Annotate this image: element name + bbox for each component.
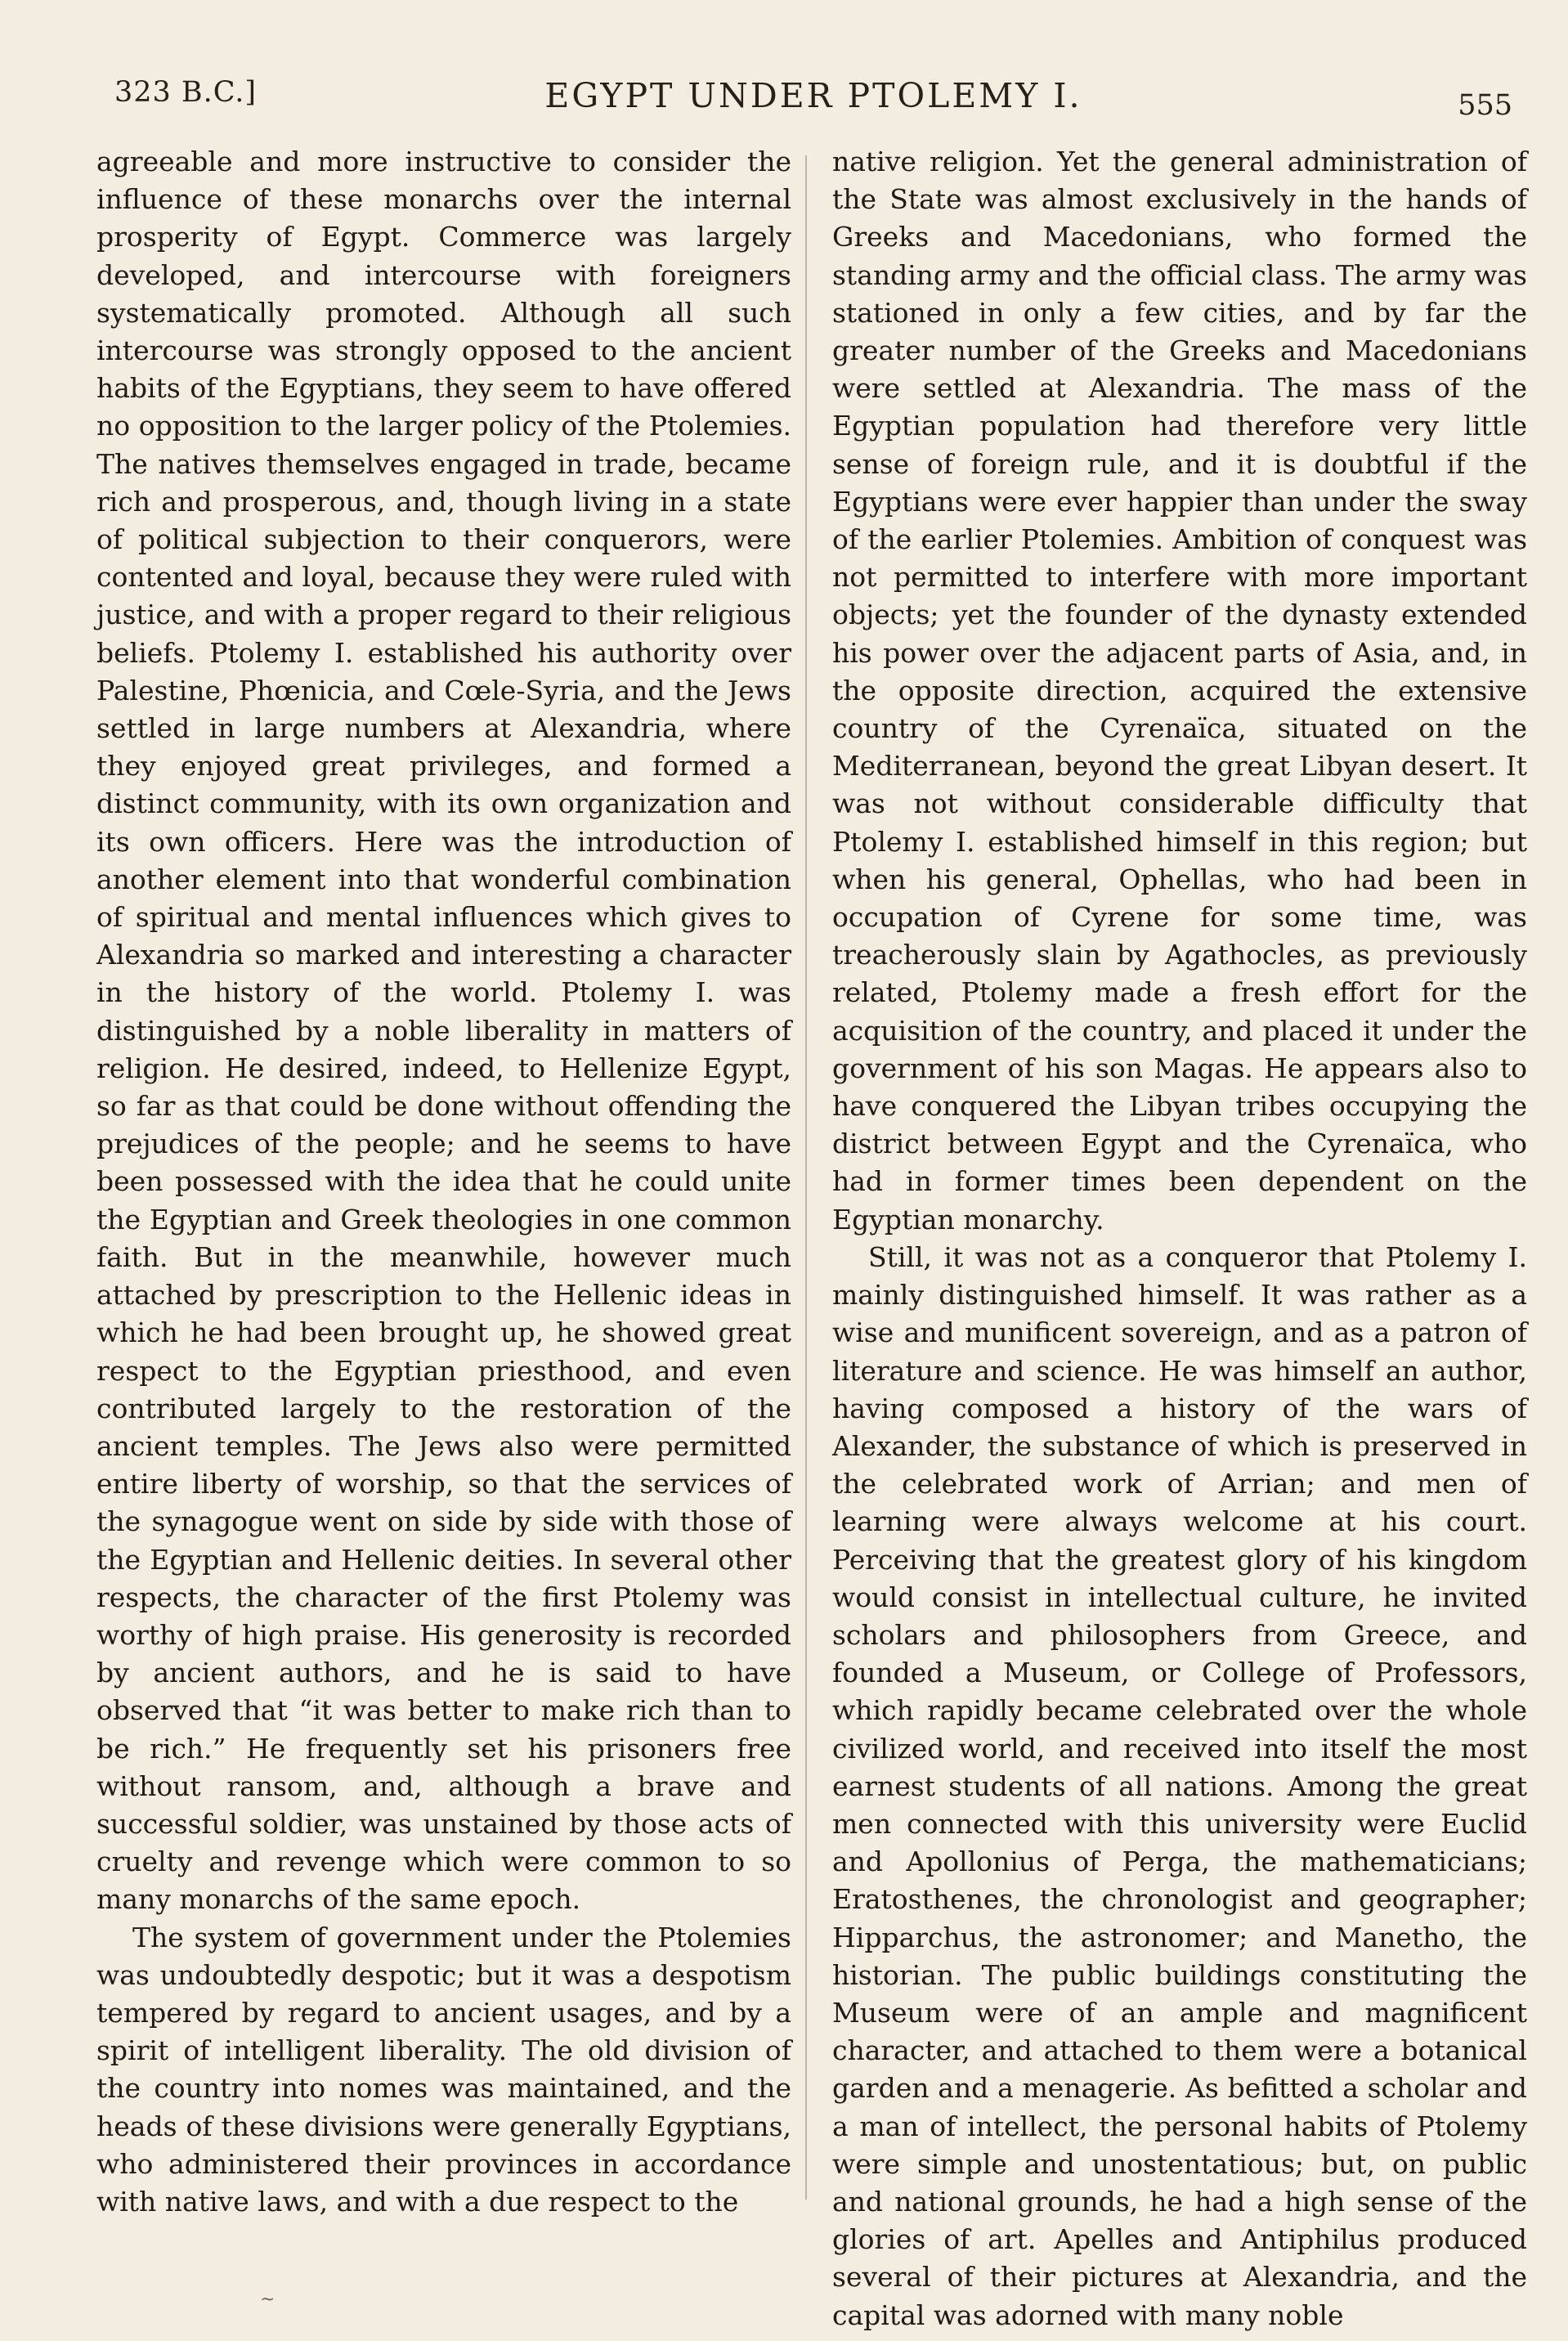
running-header bbox=[114, 70, 1512, 135]
paragraph: Still, it was not as a conqueror that Ptolemy I. mainly distinguished himself. It was rather as a wise and munificent sovereign, and as a patron of literature and science. He was himself an author, having composed a history of the wars of Alexander, the substance of which is preserved in the celebrated work of Arrian; and men of learning were always welcome at his court. Perceiving that the greatest glory of his kingdom would consist in intellectual culture, he invited scholars and philosophers from Greece, and founded a Museum, or College of Professors, which rapidly became celebrated over the whole civilized world, and received into itself the most earnest students of all nations. Among the great men connected with this university were Euclid and Apollonius of Perga, the mathematicians; Eratosthenes, the chronologist and geographer; Hipparchus, the astronomer; and Manetho, the historian. The public buildings constituting the Museum were of an ample and magnificent character, and attached to them were a botanical garden and a menagerie. As befitted a scholar and a man of intellect, the personal habits of Ptolemy were simple and unostentatious; but, on public and national grounds, he had a high sense of the glories of art. Apelles and Antiphilus produced several of their pictures at Alexandria, and the capital was adorned with many noble bbox=[832, 1240, 1527, 2331]
page-number: 555 bbox=[1458, 89, 1512, 122]
column-divider bbox=[805, 155, 807, 2200]
paragraph: The system of government under the Ptolemies was undoubtedly despotic; but it was a despotism tempered by regard to ancient usages, and by a spirit of intelligent liberality. The old division of the country into nomes was maintained, and the heads of these divisions were generally Egyptians, who administered their provinces in accordance with native laws, and with a due respect to the bbox=[96, 1921, 791, 2218]
right-column bbox=[832, 143, 1527, 2334]
paragraph: agreeable and more instructive to consider the influence of these monarchs over the internal prosperity of Egypt. Commerce was largely developed, and intercourse with foreigners systematically promoted. Although all such intercourse was strongly opposed to the ancient habits of the Egyptians, they seem to have offered no opposition to the larger policy of the Ptolemies. The natives themselves engaged in trade, became rich and prosperous, and, though living in a state of political subjection to their conquerors, were contented and loyal, because they were ruled with justice, and with a proper regard to their religious beliefs. Ptolemy I. established his authority over Palestine, Phœnicia, and Cœle-Syria, and the Jews settled in large numbers at Alexandria, where they enjoyed great privileges, and formed a distinct community, with its own organization and its own officers. Here was the introduction of another element into that wonderful combination of spiritual and mental influences which gives to Alexandria so marked and interesting a character in the history of the world. Ptolemy I. was distinguished by a noble liberality in matters of religion. He desired, indeed, to Hellenize Egypt, so far as that could be done without offending the prejudices of the people; and he seems to have been possessed with the idea that he could unite the Egyptian and Greek theologies in one common faith. But in the meanwhile, however much attached by prescription to the Hellenic ideas in which he had been brought up, he showed great respect to the Egyptian priesthood, and even contributed largely to the restoration of the ancient temples. The Jews also were permitted entire liberty of worship, so that the services of the synagogue went on side by side with those of the Egyptian and Hellenic deities. In several other respects, the character of the first Ptolemy was worthy of high praise. His generosity is recorded by ancient authors, and he is said to have observed that “it was better to make rich than to be rich.” He frequently set his prisoners free without ransom, and, although a brave and successful soldier, was unstained by those acts of cruelty and revenge which were common to so many monarchs of the same epoch. bbox=[96, 146, 791, 1916]
header-dates: 323 B.C.] bbox=[114, 76, 258, 109]
footer-mark: ~ bbox=[260, 2289, 276, 2310]
left-column bbox=[96, 143, 791, 2221]
paragraph: native religion. Yet the general administration of the State was almost exclusively in the hands of Greeks and Macedonians, who formed the standing army and the official class. The army was stationed in only a few cities, and by far the greater number of the Greeks and Macedonians were settled at Alexandria. The mass of the Egyptian population had therefore very little sense of foreign rule, and it is doubtful if the Egyptians were ever happier than under the sway of the earlier Ptolemies. Ambition of conquest was not permitted to interfere with more important objects; yet the founder of the dynasty extended his power over the adjacent parts of Asia, and, in the opposite direction, acquired the extensive country of the Cyrenaïca, situated on the Mediterranean, beyond the great Libyan desert. It was not without considerable difficulty that Ptolemy I. established himself in this region; but when his general, Ophellas, who had been in occupation of Cyrene for some time, was treacherously slain by Agathocles, as previously related, Ptolemy made a fresh effort for the acquisition of the country, and placed it under the government of his son Magas. He appears also to have conquered the Libyan tribes occupying the district between Egypt and the Cyrenaïca, who had in former times been dependent on the Egyptian monarchy. bbox=[832, 146, 1527, 1236]
header-title: EGYPT UNDER PTOLEMY I. bbox=[544, 76, 1082, 115]
